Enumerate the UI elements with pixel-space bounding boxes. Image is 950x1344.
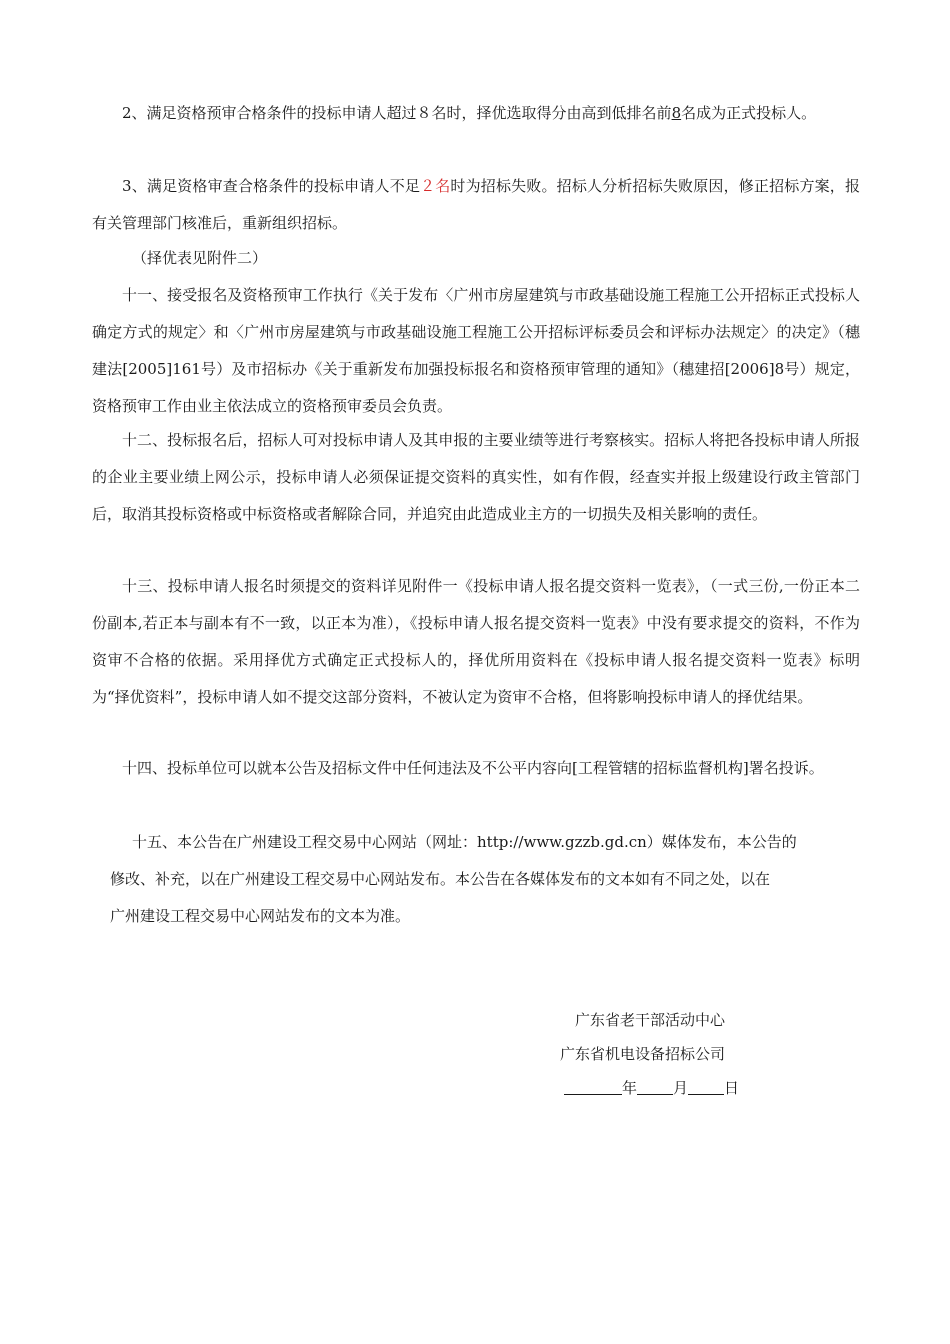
signature-org-1: 广东省老干部活动中心 xyxy=(575,1011,726,1029)
item-3-text-after: 时为招标失败。招标人分析招标失败原因，修正招标方案，报有关管理部门核准后，重新组织招标。 xyxy=(92,177,860,232)
section-15-line-1: 十五、本公告在广州建设工程交易中心网站（网址：http://www.gzzb.gd.cn）媒体发布，本公告的 xyxy=(132,833,797,851)
paragraph-note-attachment: （择优表见附件二） xyxy=(132,249,268,267)
paragraph-section-14: 十四、投标单位可以就本公告及招标文件中任何违法及不公平内容向[工程管辖的招标监督机构]署名投诉。 xyxy=(122,759,824,777)
day-label: 日 xyxy=(724,1079,740,1097)
month-label: 月 xyxy=(673,1079,689,1097)
paragraph-item-2 xyxy=(92,95,860,132)
year-label: 年 xyxy=(622,1079,638,1097)
item-2-underlined-number: 8 xyxy=(671,104,682,122)
signature-org-2: 广东省机电设备招标公司 xyxy=(560,1045,726,1063)
day-blank xyxy=(688,1079,724,1095)
paragraph-section-11: 十一、接受报名及资格预审工作执行《关于发布〈广州市房屋建筑与市政基础设施工程施工公开招标正式投标人确定方式的规定〉和〈广州市房屋建筑与市政基础设施工程施工公开招标评标委员会和评标办法规定〉的决定》（穗建法[2005]161号）及市招标办《关于重新发布加强投标报名和资格预审管理的通知》（穗建招[2006]8号）规定，资格预审工作由业主依法成立的资格预审委员会负责。 xyxy=(92,286,860,415)
year-blank xyxy=(564,1079,622,1095)
item-3-text-before: 3、满足资格审查合格条件的投标申请人不足 xyxy=(122,177,421,195)
section-15-line-3: 广州建设工程交易中心网站发布的文本为准。 xyxy=(110,907,411,925)
item-2-text-after: 名成为正式投标人。 xyxy=(681,104,817,122)
paragraph-section-13: 十三、投标申请人报名时须提交的资料详见附件一《投标申请人报名提交资料一览表》，（一式三份,一份正本二份副本,若正本与副本有不一致，以正本为准），《投标申请人报名提交资料一览表》中没有要求提交的资料，不作为资审不合格的依据。采用择优方式确定正式投标人的，择优所用资料在《投标申请人报名提交资料一览表》标明为“择优资料”，投标申请人如不提交这部分资料，不被认定为资审不合格，但将影响投标申请人的择优结果。 xyxy=(92,577,860,706)
month-blank xyxy=(637,1079,673,1095)
item-3-highlight-red: ２名 xyxy=(420,177,451,195)
section-15-line-2: 修改、补充，以在广州建设工程交易中心网站发布。本公告在各媒体发布的文本如有不同之处，以在 xyxy=(110,870,771,888)
signature-date xyxy=(564,1078,739,1098)
paragraph-item-3 xyxy=(92,168,860,242)
paragraph-section-12: 十二、投标报名后，招标人可对投标申请人及其申报的主要业绩等进行考察核实。招标人将把各投标申请人所报的企业主要业绩上网公示，投标申请人必须保证提交资料的真实性，如有作假，经查实并报上级建设行政主管部门后，取消其投标资格或中标资格或者解除合同，并追究由此造成业主方的一切损失及相关影响的责任。 xyxy=(92,431,860,523)
item-2-text-before: 2、满足资格预审合格条件的投标申请人超过８名时，择优选取得分由高到低排名前 xyxy=(122,104,672,122)
